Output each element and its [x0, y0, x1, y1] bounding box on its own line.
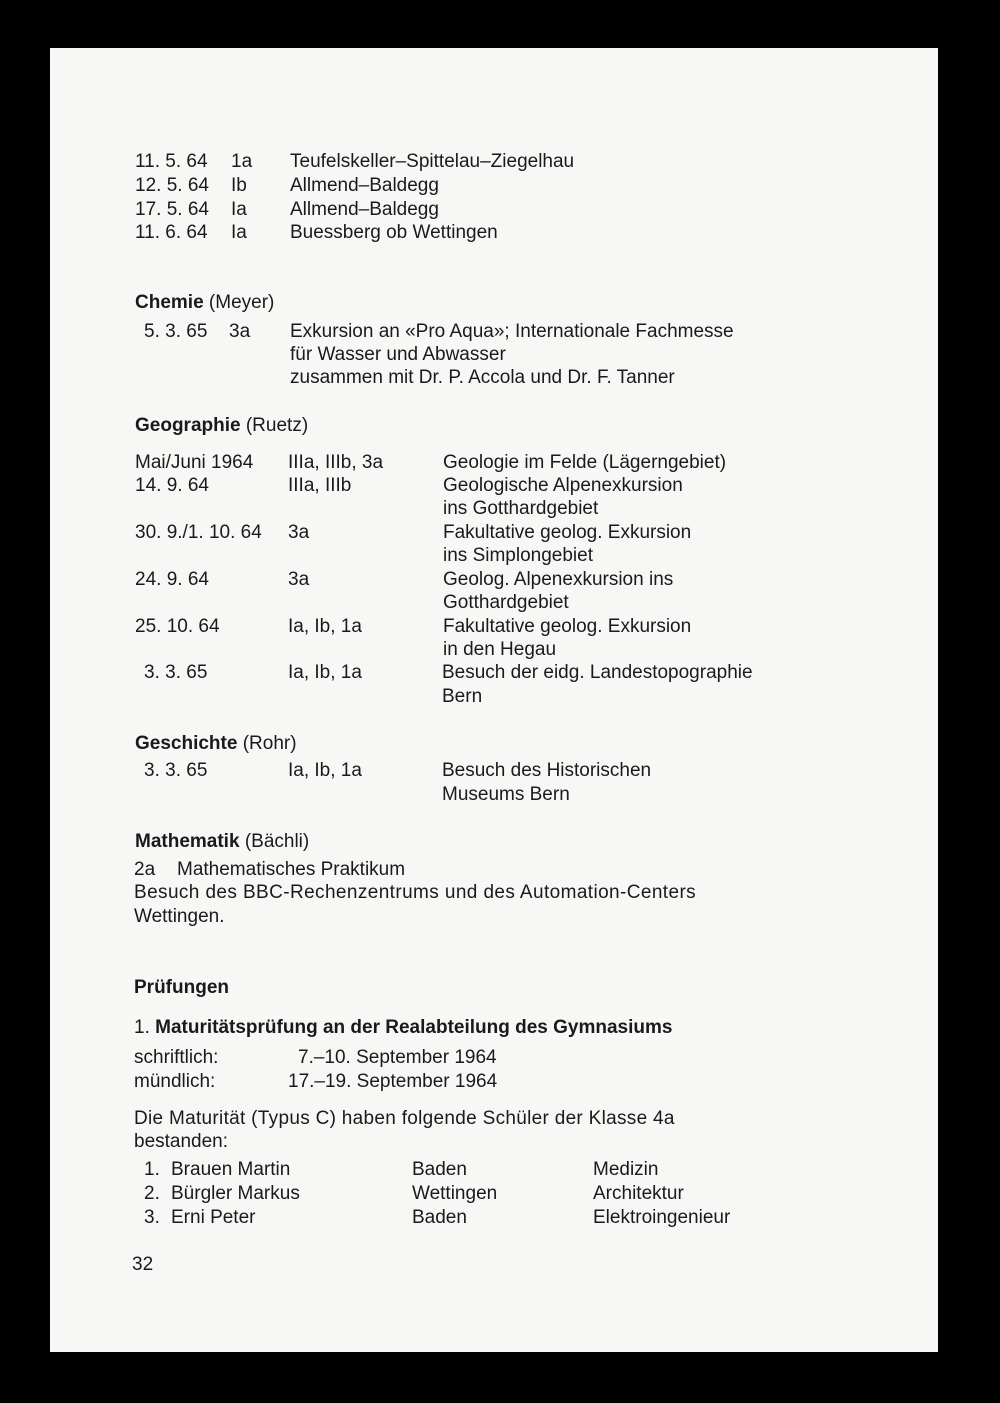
geo-class: 3a: [288, 522, 310, 543]
geo-date: 24. 9. 64: [135, 569, 209, 590]
student-field: Medizin: [593, 1159, 659, 1180]
list-item-class: Ia: [231, 222, 247, 243]
chemie-title: Chemie: [135, 292, 204, 313]
list-item-date: 11. 6. 64: [135, 222, 208, 243]
geographie-teacher: (Ruetz): [245, 415, 309, 436]
pruefungen-item-heading: [134, 1016, 672, 1039]
chemie-heading: [135, 291, 274, 314]
geschichte-date: 3. 3. 65: [144, 760, 208, 781]
student-num: 1.: [144, 1159, 160, 1180]
student-field: Elektroingenieur: [593, 1207, 731, 1228]
list-item-class: 1a: [231, 151, 253, 172]
page-number: 32: [132, 1254, 154, 1275]
student-field: Architektur: [593, 1183, 684, 1204]
student-name: Erni Peter: [171, 1207, 256, 1228]
list-item-text: Teufelskeller–Spittelau–Ziegelhau: [290, 151, 575, 172]
mathematik-line: Besuch des BBC-Rechenzentrums und des Automation-Centers: [134, 882, 697, 903]
student-place: Wettingen: [412, 1183, 498, 1204]
chemie-class: 3a: [229, 321, 251, 342]
geo-line: in den Hegau: [443, 639, 557, 660]
geo-line: ins Simplongebiet: [443, 545, 593, 566]
geographie-title: Geographie: [135, 415, 241, 436]
schedule-value: 7.–10. September 1964: [298, 1047, 497, 1068]
chemie-line: für Wasser und Abwasser: [290, 344, 506, 365]
list-item-date: 11. 5. 64: [135, 151, 208, 172]
student-name: Bürgler Markus: [171, 1183, 300, 1204]
geo-line: Fakultative geolog. Exkursion: [443, 522, 692, 543]
geschichte-heading: [135, 732, 297, 755]
geo-line: Fakultative geolog. Exkursion: [443, 616, 692, 637]
intro-line: bestanden:: [134, 1131, 229, 1152]
student-place: Baden: [412, 1207, 467, 1228]
mathematik-heading: [135, 830, 309, 853]
schedule-value: 17.–19. September 1964: [288, 1071, 498, 1092]
chemie-date: 5. 3. 65: [144, 321, 208, 342]
geo-line: Geolog. Alpenexkursion ins: [443, 569, 674, 590]
list-item-date: 12. 5. 64: [135, 175, 209, 196]
document-page: [50, 48, 938, 1352]
geo-line: ins Gotthardgebiet: [443, 498, 599, 519]
geo-class: Ia, Ib, 1a: [288, 616, 362, 637]
geo-date: 14. 9. 64: [135, 475, 209, 496]
mathematik-line: Wettingen.: [134, 906, 225, 927]
geo-class: Ia, Ib, 1a: [288, 662, 362, 683]
pruefungen-item-title: Maturitätsprüfung an der Realabteilung des Gymnasiums: [155, 1017, 673, 1038]
schedule-label: mündlich:: [134, 1071, 216, 1092]
mathematik-class: 2a: [134, 859, 156, 880]
student-name: Brauen Martin: [171, 1159, 291, 1180]
intro-line: Die Maturität (Typus C) haben folgende Schüler der Klasse 4a: [134, 1108, 675, 1129]
geo-class: IIIa, IIIb: [288, 475, 352, 496]
geo-date: 30. 9./1. 10. 64: [135, 522, 262, 543]
list-item-text: Allmend–Baldegg: [290, 175, 439, 196]
geo-line: Geologische Alpenexkursion: [443, 475, 683, 496]
geo-line: Bern: [442, 686, 483, 707]
mathematik-teacher: (Bächli): [244, 831, 310, 852]
geschichte-line: Besuch des Historischen: [442, 760, 652, 781]
geo-date: 25. 10. 64: [135, 616, 220, 637]
geo-line: Besuch der eidg. Landestopographie: [442, 662, 753, 683]
chemie-line: zusammen mit Dr. P. Accola und Dr. F. Tanner: [290, 367, 675, 388]
geschichte-line: Museums Bern: [442, 784, 570, 805]
geographie-heading: [135, 414, 308, 437]
list-item-text: Buessberg ob Wettingen: [290, 222, 498, 243]
chemie-line: Exkursion an «Pro Aqua»; Internationale Fachmesse: [290, 321, 734, 342]
geschichte-teacher: (Rohr): [242, 733, 297, 754]
pruefungen-title: Prüfungen: [134, 977, 229, 998]
list-item-text: Allmend–Baldegg: [290, 199, 439, 220]
geo-line: Gotthardgebiet: [443, 592, 569, 613]
geo-date: 3. 3. 65: [144, 662, 208, 683]
chemie-teacher: (Meyer): [208, 292, 275, 313]
schedule-label: schriftlich:: [134, 1047, 219, 1068]
geschichte-class: Ia, Ib, 1a: [288, 760, 362, 781]
geschichte-title: Geschichte: [135, 733, 238, 754]
geo-class: IIIa, IIIb, 3a: [288, 452, 384, 473]
geo-line: Geologie im Felde (Lägerngebiet): [443, 452, 727, 473]
geo-date: Mai/Juni 1964: [135, 452, 254, 473]
mathematik-first-line: Mathematisches Praktikum: [177, 859, 406, 880]
student-num: 2.: [144, 1183, 160, 1204]
list-item-date: 17. 5. 64: [135, 199, 209, 220]
student-num: 3.: [144, 1207, 160, 1228]
mathematik-title: Mathematik: [135, 831, 240, 852]
list-item-class: Ib: [231, 175, 247, 196]
pruefungen-item-number: 1.: [134, 1017, 150, 1038]
geo-class: 3a: [288, 569, 310, 590]
student-place: Baden: [412, 1159, 467, 1180]
list-item-class: Ia: [231, 199, 247, 220]
